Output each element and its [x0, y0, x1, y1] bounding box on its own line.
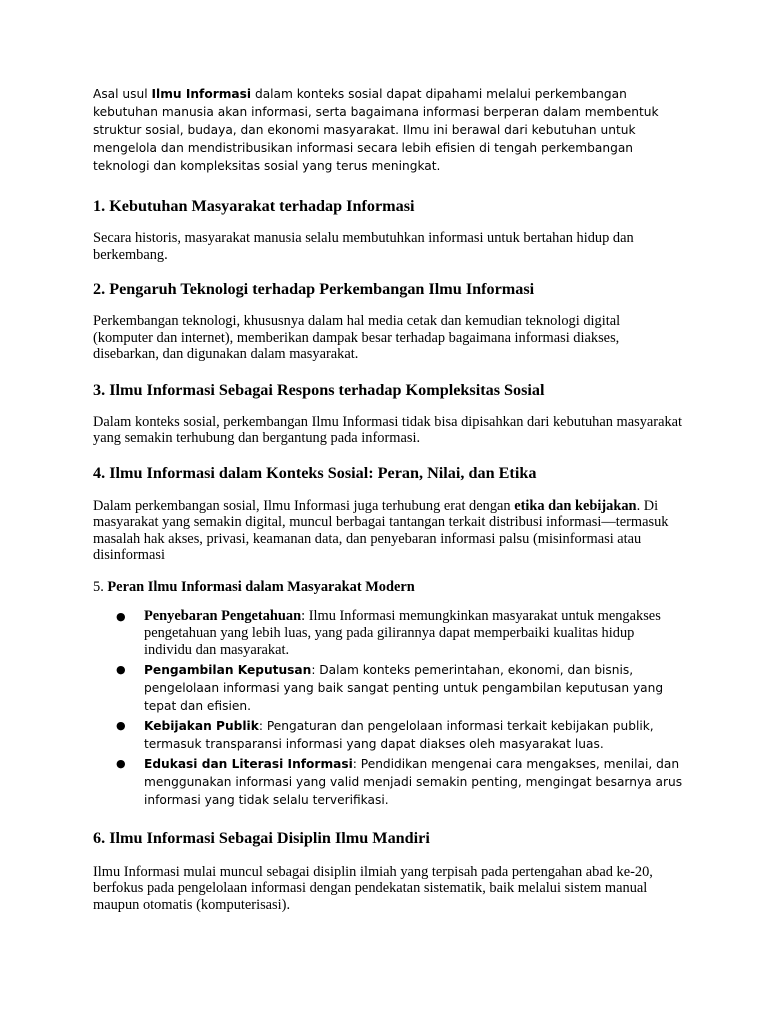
- list-item-term: Kebijakan Publik: [144, 718, 259, 733]
- bullet-icon: ●: [116, 662, 126, 676]
- section-5-heading: [93, 579, 683, 596]
- section-5-number: 5.: [93, 578, 108, 595]
- list-item: [93, 661, 683, 715]
- section-6-body: Ilmu Informasi mulai muncul sebagai disiplin ilmiah yang terpisah pada pertengahan abad ke-20, berfokus pada pengelolaan informasi dengan pendekatan sistematik, baik melalui sistem manual maupun otomatis (komputerisasi).: [93, 863, 653, 913]
- section-4-body: [93, 498, 683, 564]
- list-item-desc: : Pendidikan mengenai cara mengakses, menilai, dan menggunakan informasi yang valid menjadi semakin penting, mengingat besarnya arus informasi yang tidak selalu terverifikasi.: [144, 756, 683, 807]
- document-content: [93, 85, 683, 913]
- intro-paragraph: [93, 85, 683, 175]
- section-5-list: [93, 608, 683, 809]
- list-item-desc: : Ilmu Informasi memungkinkan masyarakat untuk mengakses pengetahuan yang lebih luas, yang pada gilirannya dapat memperbaiki kualitas hidup individu dan masyarakat.: [144, 607, 661, 658]
- list-item-term: Edukasi dan Literasi Informasi: [144, 756, 353, 771]
- section-2-heading: 2. Pengaruh Teknologi terhadap Perkembangan Ilmu Informasi: [93, 280, 535, 298]
- list-item: [93, 755, 683, 809]
- bullet-icon: ●: [116, 609, 126, 623]
- list-item-term: Pengambilan Keputusan: [144, 662, 312, 677]
- section-6-heading: 6. Ilmu Informasi Sebagai Disiplin Ilmu Mandiri: [93, 828, 430, 847]
- intro-bold-term: Ilmu Informasi: [151, 87, 252, 101]
- list-item-desc: : Pengaturan dan pengelolaan informasi terkait kebijakan publik, termasuk transparansi informasi yang dapat diakses oleh masyarakat luas.: [144, 718, 654, 751]
- section-3-body: Dalam konteks sosial, perkembangan Ilmu Informasi tidak bisa dipisahkan dari kebutuhan masyarakat yang semakin terhubung dan bergantung pada informasi.: [93, 413, 683, 446]
- section-4-lead: Dalam perkembangan sosial, Ilmu Informasi juga terhubung erat dengan: [93, 497, 515, 514]
- section-2-body: Perkembangan teknologi, khususnya dalam hal media cetak dan kemudian teknologi digital (komputer dan internet), memberikan dampak besar terhadap bagaimana informasi diakses, disebarkan, dan digunakan dalam masyarakat.: [93, 313, 621, 362]
- section-1-heading: 1. Kebutuhan Masyarakat terhadap Informasi: [93, 197, 415, 215]
- list-item: [93, 717, 683, 753]
- bullet-icon: ●: [116, 756, 126, 770]
- section-1-body: Secara historis, masyarakat manusia selalu membutuhkan informasi untuk bertahan hidup dan berkembang.: [93, 230, 634, 263]
- list-item-term: Penyebaran Pengetahuan: [144, 607, 302, 624]
- list-item: [93, 608, 683, 659]
- list-item-desc: : Dalam konteks pemerintahan, ekonomi, dan bisnis, pengelolaan informasi yang baik sangat penting untuk pengambilan keputusan yang tepat dan efisien.: [144, 662, 664, 713]
- section-5-title: Peran Ilmu Informasi dalam Masyarakat Modern: [107, 578, 415, 595]
- bullet-icon: ●: [116, 718, 126, 732]
- section-3-heading: 3. Ilmu Informasi Sebagai Respons terhadap Kompleksitas Sosial: [93, 380, 545, 399]
- section-4-bold-term: etika dan kebijakan: [514, 497, 637, 514]
- section-4-rest: . Di masyarakat yang semakin digital, muncul berbagai tantangan terkait distribusi informasi—termasuk masalah hak akses, privasi, keamanan data, dan penyebaran informasi palsu (misinformasi atau disinformasi: [93, 497, 669, 563]
- section-4-heading: 4. Ilmu Informasi dalam Konteks Sosial: Peran, Nilai, dan Etika: [93, 463, 537, 482]
- intro-lead: Asal usul: [93, 87, 152, 101]
- intro-rest: dalam konteks sosial dapat dipahami melalui perkembangan kebutuhan manusia akan informasi, serta bagaimana informasi berperan dalam membentuk struktur sosial, budaya, dan ekonomi masyarakat. Ilmu ini berawal dari kebutuhan untuk mengelola dan mendistribusikan informasi secara lebih efisien di tengah perkembangan teknologi dan kompleksitas sosial yang terus meningkat.: [93, 87, 659, 173]
